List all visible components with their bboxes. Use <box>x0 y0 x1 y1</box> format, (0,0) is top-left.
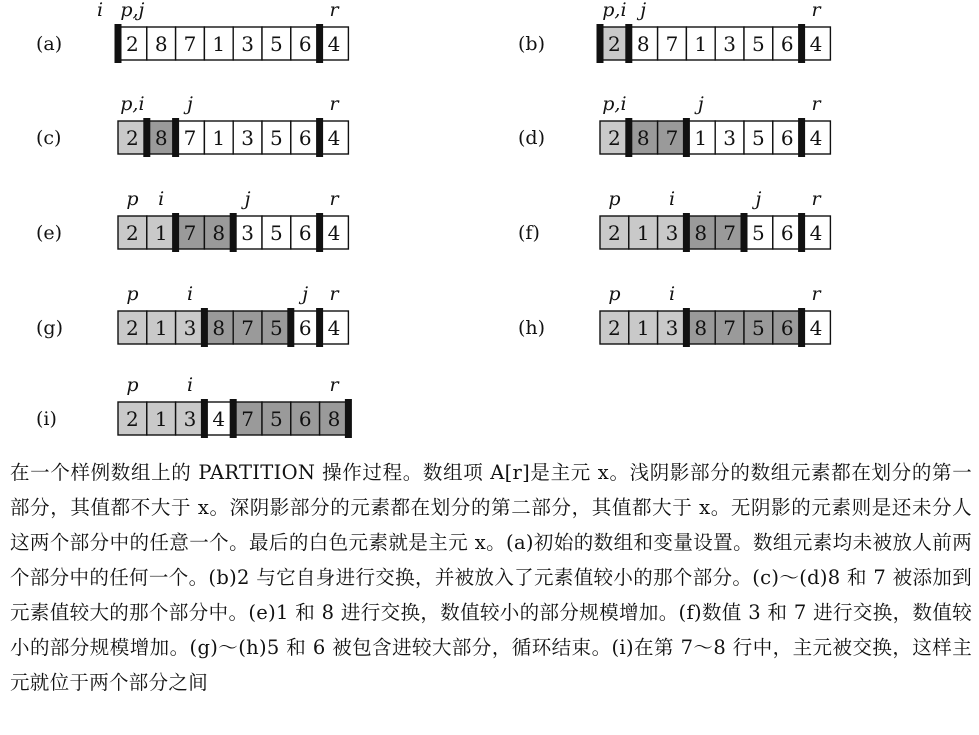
cell-value: 2 <box>608 32 621 56</box>
cell-value: 6 <box>298 126 312 150</box>
boundary-bar <box>287 308 294 347</box>
cell-value: 5 <box>270 221 283 245</box>
cell-value: 4 <box>809 221 823 245</box>
index-marker: p <box>608 283 621 305</box>
boundary-bar <box>143 118 150 157</box>
cell-value: 8 <box>212 221 226 245</box>
cell-value: 2 <box>126 221 139 245</box>
cell-value: 8 <box>327 407 341 431</box>
index-marker: r <box>329 188 339 210</box>
index-marker: j <box>187 93 193 115</box>
cell-value: 8 <box>212 316 226 340</box>
cell-value: 3 <box>723 126 736 150</box>
panel-d <box>518 93 830 157</box>
index-marker: r <box>329 374 339 396</box>
panel-label: (e) <box>36 222 63 244</box>
cell-value: 1 <box>694 126 708 150</box>
cell-value: 7 <box>723 316 736 340</box>
index-marker: j <box>697 93 704 115</box>
boundary-bar <box>201 399 208 438</box>
cell-value: 1 <box>154 407 168 431</box>
cell-value: 8 <box>694 316 708 340</box>
cell-value: 2 <box>608 126 621 150</box>
panel-c <box>36 93 348 157</box>
panel-label: (h) <box>518 317 546 339</box>
cell-value: 5 <box>270 126 283 150</box>
cell-value: 3 <box>723 32 736 56</box>
cell-value: 5 <box>270 407 283 431</box>
index-marker: p,i <box>602 0 627 21</box>
panel-g <box>36 283 348 347</box>
index-marker: i <box>186 283 194 305</box>
boundary-bar <box>625 118 632 157</box>
cell-value: 6 <box>298 32 312 56</box>
panel-h <box>518 283 830 347</box>
cell-value: 3 <box>241 221 254 245</box>
cell-value: 4 <box>327 316 341 340</box>
cell-value: 4 <box>327 32 341 56</box>
cell-value: 4 <box>809 316 823 340</box>
index-marker: p,j <box>120 0 145 21</box>
cell-value: 8 <box>154 32 168 56</box>
boundary-bar <box>230 213 237 252</box>
boundary-bar <box>683 213 690 252</box>
index-marker: r <box>811 93 821 115</box>
cell-value: 5 <box>752 126 765 150</box>
index-marker: p <box>608 188 621 210</box>
index-marker: p <box>126 188 139 210</box>
cell-value: 2 <box>126 126 139 150</box>
cell-value: 2 <box>608 221 621 245</box>
index-marker: i <box>668 188 676 210</box>
cell-value: 6 <box>780 32 794 56</box>
cell-value: 7 <box>241 407 254 431</box>
cell-value: 7 <box>183 32 197 56</box>
boundary-bar <box>316 24 323 63</box>
cell-value: 1 <box>694 32 708 56</box>
figure-caption: 在一个样例数组上的 PARTITION 操作过程。数组项 A[r]是主元 x。浅阴影部分的数组元素都在划分的第一部分，其值都不大于 x。深阴影部分的元素都在划分的第二部分，其值都大于 x。无阴影的元素则是还未分人这两个部分中的任意一个。最后的白色元素就是主元 x。(a)初始的数组和变量设置。数组元素均未被放人前两个部分中的任何一个。(b)2 与它自身进行交换，并被放入了元素值较小的那个部分。(c)～(d)8 和 7 被添加到元素值较大的那个部分中。(e)1 和 8 进行交换，数值较小的部分规模增加。(f)数值 3 和 7 进行交换，数值较小的部分规模增加。(g)～(h)5 和 6 被包含进较大部分，循环结束。(i)在第 7～8 行中，主元被交换，这样主元就位于两个部分之间 <box>10 461 972 694</box>
cell-value: 5 <box>752 221 765 245</box>
boundary-bar <box>798 118 805 157</box>
cell-value: 7 <box>665 126 679 150</box>
index-marker: r <box>811 283 821 305</box>
boundary-bar <box>683 118 690 157</box>
boundary-bar <box>316 213 323 252</box>
cell-value: 3 <box>241 32 254 56</box>
boundary-bar <box>201 308 208 347</box>
cell-value: 4 <box>809 126 823 150</box>
cell-value: 4 <box>327 221 341 245</box>
panel-f <box>518 188 830 252</box>
cell-value: 1 <box>636 221 650 245</box>
panel-label: (g) <box>36 317 63 339</box>
cell-value: 4 <box>809 32 823 56</box>
index-marker: p <box>126 374 139 396</box>
panel-label: (i) <box>36 408 57 430</box>
boundary-bar <box>172 213 179 252</box>
panel-label: (d) <box>518 127 545 149</box>
cell-value: 4 <box>327 126 341 150</box>
cell-value: 5 <box>752 316 765 340</box>
cell-value: 1 <box>636 316 650 340</box>
boundary-bar <box>741 213 748 252</box>
boundary-bar <box>798 308 805 347</box>
cell-value: 7 <box>183 126 197 150</box>
boundary-bar <box>172 118 179 157</box>
index-marker: p,i <box>120 93 145 115</box>
index-marker: j <box>640 0 647 21</box>
index-marker: j <box>755 188 762 210</box>
cell-value: 8 <box>694 221 708 245</box>
cell-value: 6 <box>780 316 794 340</box>
cell-value: 5 <box>270 32 283 56</box>
boundary-bar <box>316 118 323 157</box>
boundary-bar <box>316 308 323 347</box>
boundary-bar <box>798 24 805 63</box>
cell-value: 3 <box>665 316 679 340</box>
panel-a <box>36 0 348 63</box>
cell-value: 4 <box>212 407 226 431</box>
cell-value: 2 <box>126 32 139 56</box>
cell-value: 3 <box>241 126 254 150</box>
cell-value: 6 <box>780 126 794 150</box>
cell-value: 2 <box>126 316 139 340</box>
cell-value: 3 <box>183 407 197 431</box>
cell-value: 6 <box>298 316 312 340</box>
cell-value: 6 <box>780 221 794 245</box>
panel-label: (c) <box>36 127 62 149</box>
panel-e <box>36 188 348 252</box>
index-marker: r <box>811 188 821 210</box>
boundary-bar <box>345 399 352 438</box>
cell-value: 5 <box>270 316 283 340</box>
cell-value: 8 <box>636 32 650 56</box>
cell-value: 7 <box>723 221 736 245</box>
boundary-bar <box>798 213 805 252</box>
cell-value: 1 <box>212 32 226 56</box>
index-marker: p,i <box>602 93 627 115</box>
index-marker: i <box>186 374 194 396</box>
panel-label: (a) <box>36 33 63 55</box>
boundary-bar <box>625 24 632 63</box>
cell-value: 6 <box>298 221 312 245</box>
index-marker: i <box>158 188 165 210</box>
index-marker: j <box>302 283 309 305</box>
index-marker: r <box>329 0 339 21</box>
cell-value: 1 <box>212 126 226 150</box>
index-marker: r <box>329 283 339 305</box>
cell-value: 7 <box>241 316 254 340</box>
index-marker: p <box>126 283 139 305</box>
cell-value: 2 <box>608 316 621 340</box>
cell-value: 1 <box>154 221 168 245</box>
cell-value: 2 <box>126 407 139 431</box>
boundary-bar <box>230 399 237 438</box>
panel-label: (b) <box>518 33 545 55</box>
cell-value: 7 <box>183 221 197 245</box>
index-marker: i <box>96 0 104 21</box>
cell-value: 3 <box>665 221 679 245</box>
panel-label: (f) <box>518 222 540 244</box>
cell-value: 8 <box>154 126 168 150</box>
cell-value: 7 <box>665 32 679 56</box>
boundary-bar <box>683 308 690 347</box>
cell-value: 1 <box>154 316 168 340</box>
cell-value: 3 <box>183 316 197 340</box>
cell-value: 8 <box>636 126 650 150</box>
index-marker: i <box>668 283 676 305</box>
cell-value: 5 <box>752 32 765 56</box>
panel-i <box>36 374 352 438</box>
boundary-bar <box>115 24 122 63</box>
boundary-bar <box>597 24 604 63</box>
cell-value: 6 <box>298 407 312 431</box>
index-marker: j <box>244 188 251 210</box>
index-marker: r <box>329 93 339 115</box>
panel-b <box>518 0 830 63</box>
index-marker: r <box>811 0 821 21</box>
